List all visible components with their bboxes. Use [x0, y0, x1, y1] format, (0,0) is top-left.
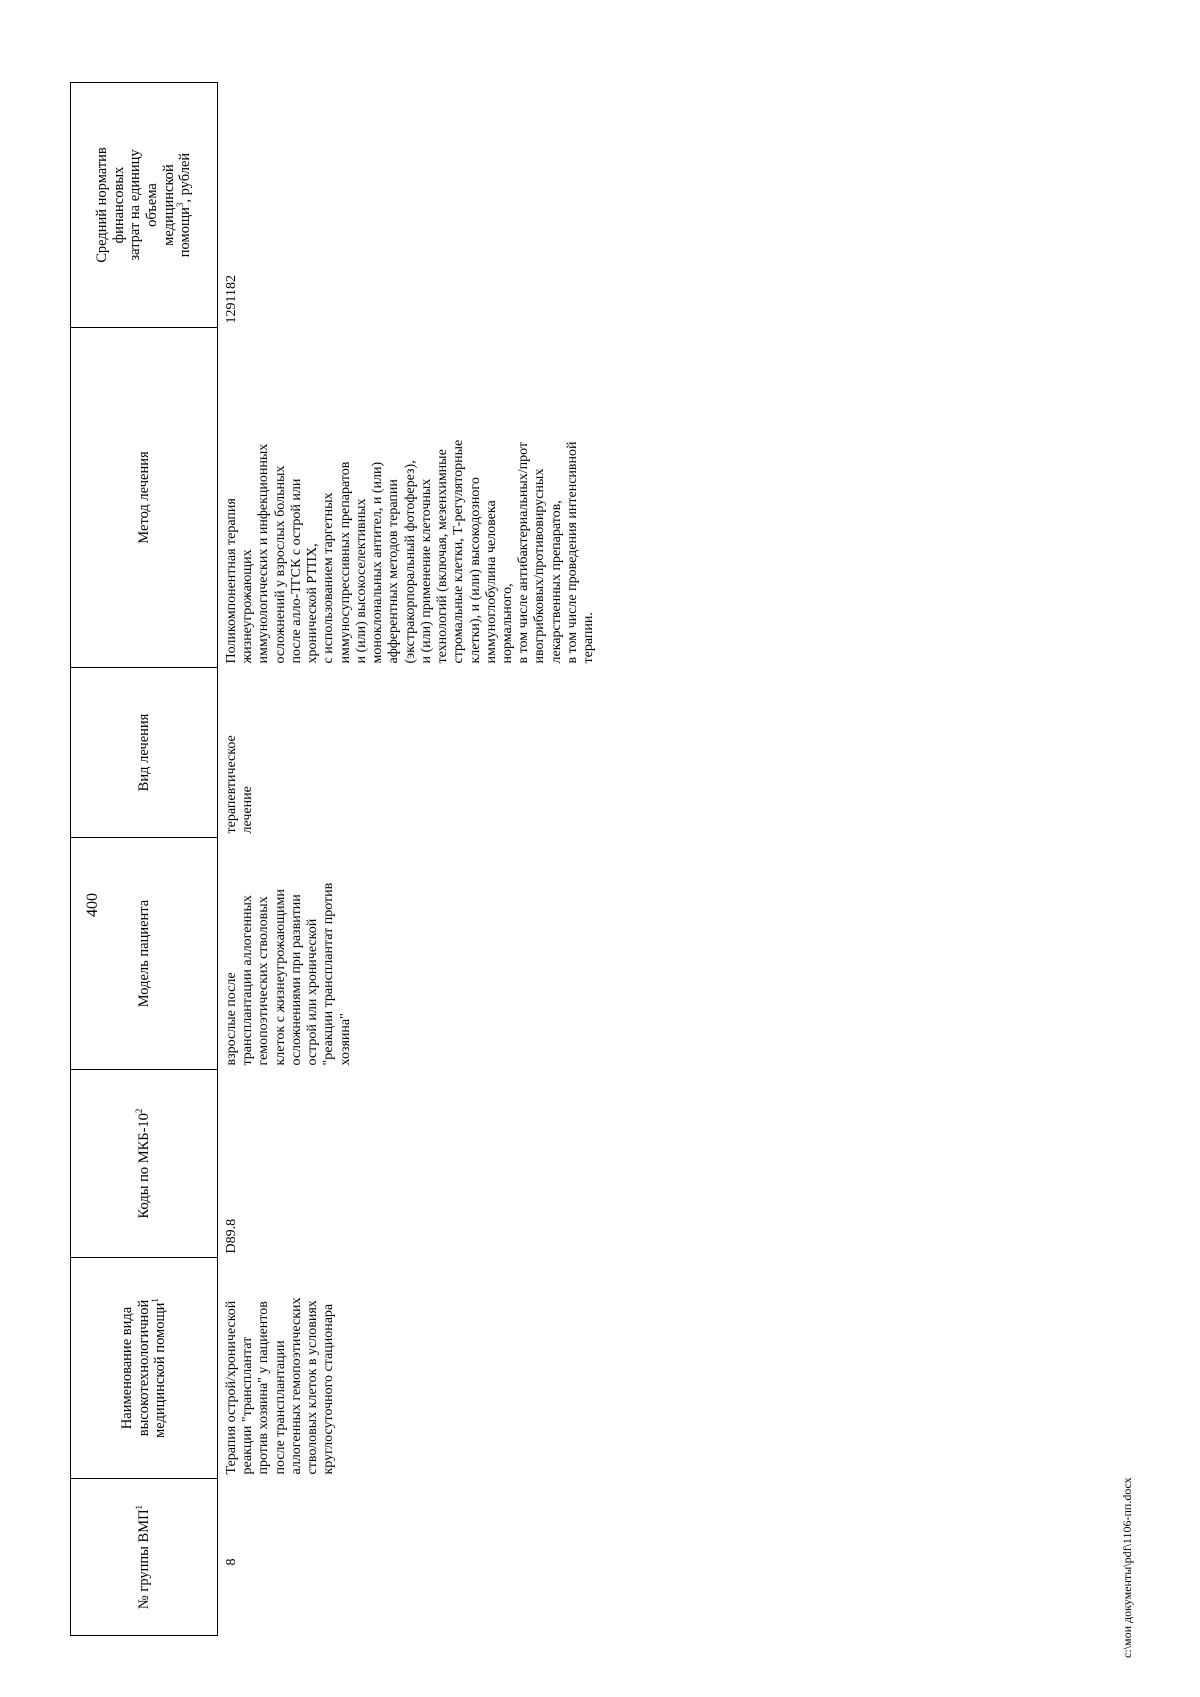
header-patient-model: Модель пациента: [71, 838, 218, 1070]
text-line: после алло-ТГСК с острой или: [288, 478, 304, 664]
text-line: гемопоэтических стволовых: [256, 896, 272, 1066]
text-line: моноклональных антител, и (или): [370, 461, 386, 664]
text-line: иммунологических и инфекционных: [256, 443, 272, 664]
text-line: лекарственных препаратов,: [548, 500, 564, 664]
text-line: в том числе антибактериальных/прот: [516, 441, 532, 664]
cell-treatment-type: [218, 668, 601, 838]
text-line: трансплантации аллогенных: [240, 895, 256, 1066]
text-line: взрослые после: [224, 972, 239, 1066]
text-line: терапевтическое: [224, 735, 239, 834]
cell-patient-model: [218, 838, 601, 1070]
text-line: осложнениями при развитии: [288, 894, 304, 1066]
table-header: [71, 83, 218, 1636]
text-line: ивогрибковых/противовирусных: [532, 468, 548, 664]
text-line: с использованием таргетных: [321, 492, 337, 664]
text-line: терапии.: [581, 612, 597, 664]
header-group-no: № группы ВМП$^1$: [71, 1479, 218, 1636]
header-cost-standard: Средний норматив финансовых затрат на единицу объема медицинской помощи$^3$, рублей: [71, 83, 218, 328]
cell-icd-code: D89.8: [224, 1218, 239, 1254]
header-icd-codes: Коды по МКБ-$10^2$: [71, 1070, 218, 1258]
text-line: реакции "трансплантат: [240, 1336, 256, 1475]
footer-file-path: c:\мои документы\pdf\1106-пп.docx: [1120, 1477, 1134, 1658]
text-line: афферентных методов терапии: [386, 479, 402, 664]
text-line: острой или хронической: [305, 918, 321, 1066]
header-vmp-name: Наименование вида высокотехнологичной медицинской помощи$^1$: [71, 1258, 218, 1479]
text-line: Поликомпонентная терапия: [224, 498, 239, 664]
text-line: Терапия острой/хронической: [224, 1300, 239, 1475]
text-line: стволовых клеток в условиях: [305, 1300, 321, 1475]
text-line: осложнений у взрослых больных: [272, 465, 288, 664]
text-line: клетки), и (или) высокодозного: [467, 477, 483, 664]
text-line: против хозяина" у пациентов: [256, 1301, 272, 1475]
text-line: аллогенных гемопоэтических: [288, 1297, 304, 1475]
text-line: после трансплантации: [272, 1340, 288, 1475]
text-line: технологий (включая, мезенхимные: [435, 449, 451, 664]
text-line: хронической РТПХ,: [305, 543, 321, 664]
text-line: клеток с жизнеугрожающими: [272, 889, 288, 1066]
text-line: "реакции трансплантат против: [321, 882, 337, 1066]
cell-vmp-name: [218, 1258, 601, 1479]
text-line: и (или) применение клеточных: [418, 478, 434, 664]
table-row: [218, 83, 601, 1636]
text-line: жизнеугрожающих: [240, 549, 256, 664]
vmp-table: [70, 82, 600, 1636]
text-line: стромальные клетки, Т-регуляторные: [451, 439, 467, 664]
text-line: иммуноглобулина человека: [483, 500, 499, 664]
text-line: нормального,: [499, 583, 515, 664]
text-line: и (или) высокоселективных: [353, 498, 369, 664]
text-line: лечение: [240, 786, 256, 834]
text-line: хозяина": [337, 1013, 353, 1066]
cell-treatment-method: [218, 328, 601, 668]
cell-group-no: 8: [224, 1558, 239, 1566]
header-treatment-type: Вид лечения: [71, 668, 218, 838]
text-line: иммуносупрессивных препаратов: [337, 461, 353, 664]
cell-cost: 1291182: [224, 275, 239, 324]
header-treatment-method: Метод лечения: [71, 328, 218, 668]
text-line: (экстракорпоральный фотоферез),: [402, 460, 418, 664]
page-number: 400: [84, 893, 101, 917]
text-line: круглосуточного стационара: [321, 1303, 337, 1475]
text-line: в том числе проведения интенсивной: [564, 441, 580, 664]
